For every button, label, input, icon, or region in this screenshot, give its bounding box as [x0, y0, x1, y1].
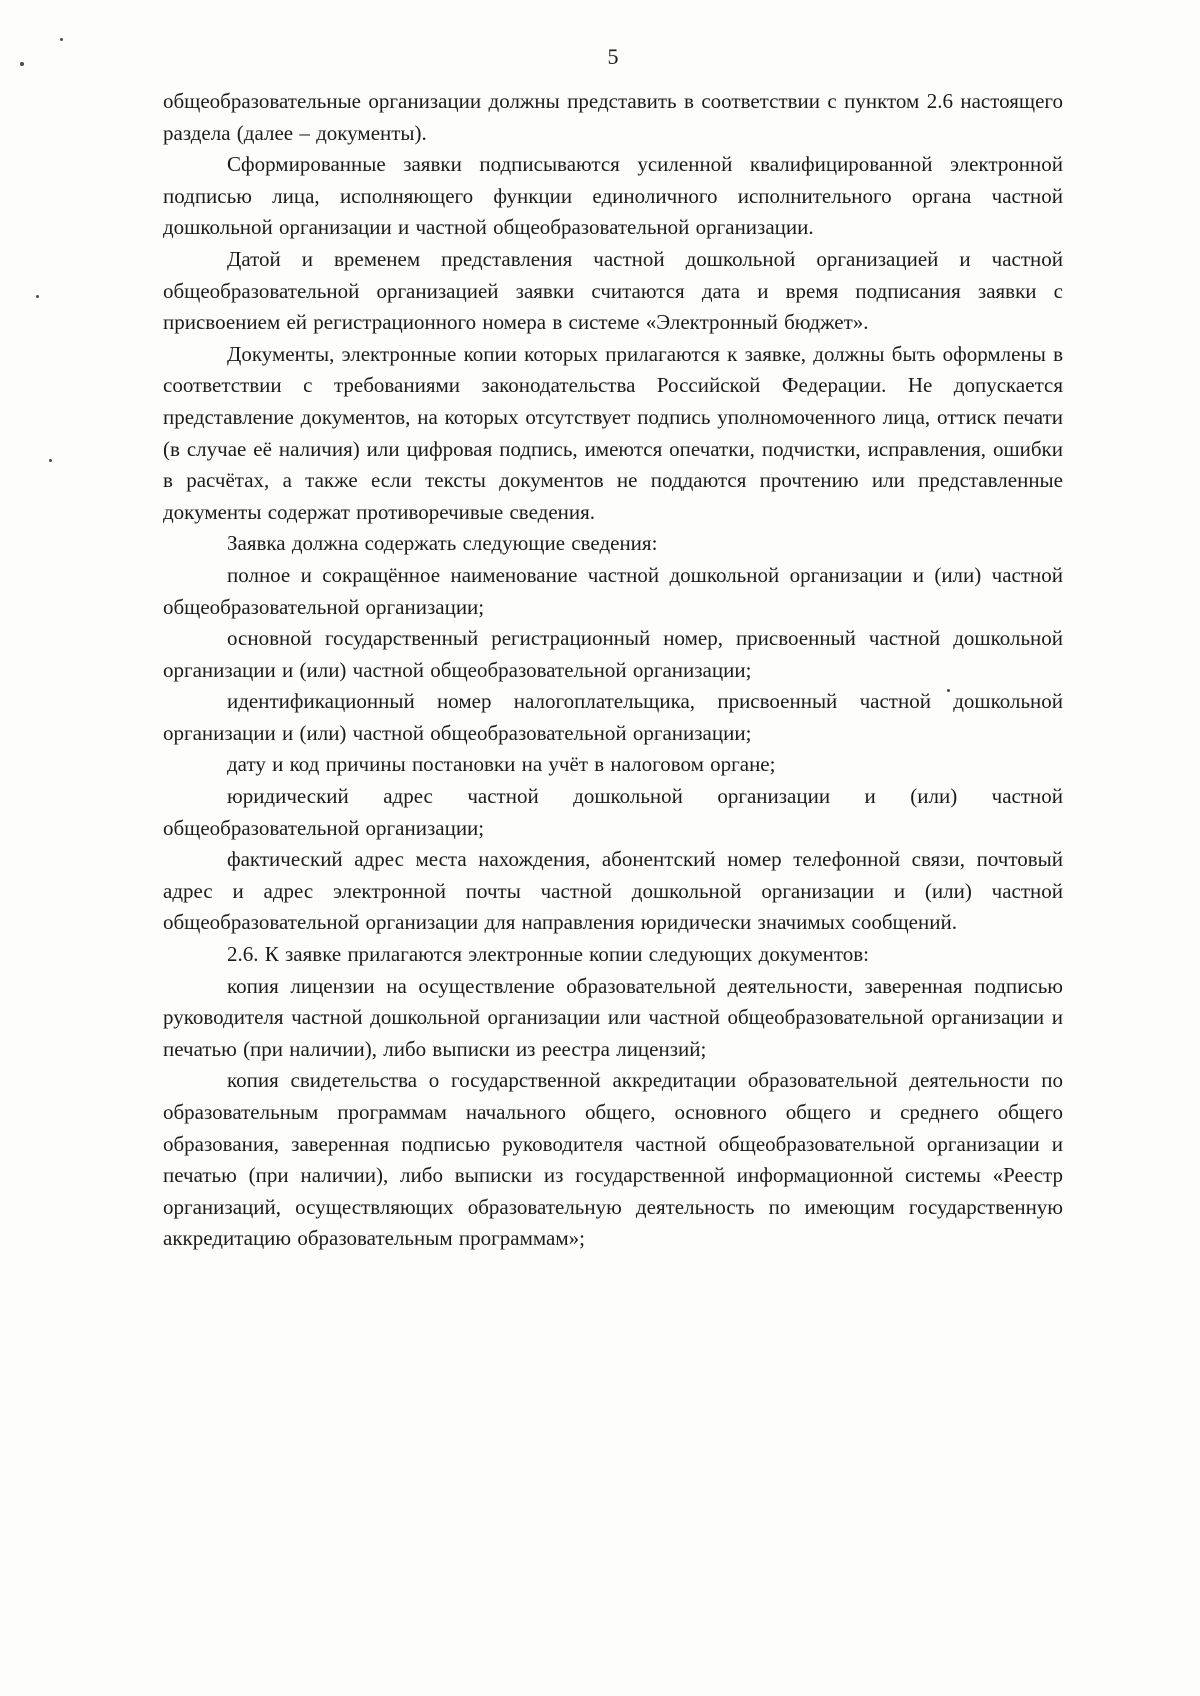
scan-speck [36, 295, 39, 298]
page-number: 5 [607, 44, 619, 69]
paragraph: общеобразовательные организации должны представить в соответствии с пунктом 2.6 настоящего раздела (далее – документы). [163, 89, 1063, 145]
paragraph: копия лицензии на осуществление образовательной деятельности, заверенная подписью руководителя частной дошкольной организации или частной общеобразовательной организации и печатью (при наличии), либо выписки из реестра лицензий; [163, 973, 1063, 1061]
paragraph: Документы, электронные копии которых прилагаются к заявке, должны быть оформлены в соответствии с требованиями законодательства Российской Федерации. Не допускается представление документов, на которых отсутствует подпись уполномоченного лица, оттиск печати (в случае её наличия) или цифровая подпись, имеются опечатки, подчистки, исправления, ошибки в расчётах, а также если тексты документов не поддаются прочтению или представленные документы содержат противоречивые сведения. [163, 341, 1063, 524]
paragraph: полное и сокращённое наименование частной дошкольной организации и (или) частной общеобразовательной организации; [163, 562, 1063, 619]
paragraph: Заявка должна содержать следующие сведения: [227, 531, 658, 556]
paragraph: фактический адрес места нахождения, абонентский номер телефонной связи, почтовый адрес и адрес электронной почты частной дошкольной организации и (или) частной общеобразовательной организации для направления юридически значимых сообщений. [163, 847, 1063, 935]
paragraph: Датой и временем представления частной дошкольной организацией и частной общеобразовательной организацией заявки считаются дата и время подписания заявки с присвоением ей регистрационного номера в системе «Электронный бюджет». [163, 246, 1063, 335]
paragraph: основной государственный регистрационный номер, присвоенный частной дошкольной организации и (или) частной общеобразовательной организации; [163, 626, 1063, 682]
scan-speck [60, 38, 63, 41]
paragraph: дату и код причины постановки на учёт в налоговом органе; [227, 752, 776, 777]
paragraph: копия свидетельства о государственной аккредитации образовательной деятельности по образовательным программам начального общего, основного общего и среднего общего образования, заверенная подписью руководителя частной общеобразовательной организации и печатью (при наличии), либо выписки из государственной информационной системы «Реестр организаций, осуществляющих образовательную деятельность по имеющим государственную аккредитацию образовательным программам»; [163, 1068, 1063, 1251]
paragraph: юридический адрес частной дошкольной организации и (или) частной общеобразовательной организации; [163, 784, 1063, 840]
paragraph: 2.6. К заявке прилагаются электронные копии следующих документов: [227, 942, 869, 967]
scan-speck [20, 62, 24, 66]
paragraph: идентификационный номер налогоплательщика, присвоенный частной дошкольной организации и (или) частной общеобразовательной организации; [163, 689, 1063, 745]
document-body [163, 86, 1063, 1255]
scan-speck [49, 459, 52, 462]
paragraph: Сформированные заявки подписываются усиленной квалифицированной электронной подписью лица, исполняющего функции единоличного исполнительного органа частной дошкольной организации и частной общеобразовательной организации. [163, 152, 1063, 240]
